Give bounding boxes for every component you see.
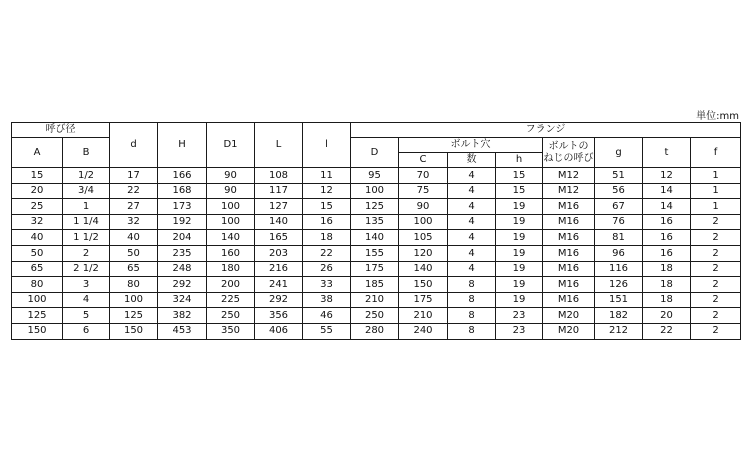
table-cell: 16 [643, 214, 691, 230]
table-cell: 16 [643, 230, 691, 246]
table-cell: 19 [496, 277, 543, 293]
table-cell: 55 [303, 323, 351, 339]
table-cell: 453 [158, 323, 207, 339]
table-cell: 140 [255, 214, 303, 230]
table-cell: 12 [643, 168, 691, 184]
table-cell: 204 [158, 230, 207, 246]
table-cell: 125 [110, 308, 158, 324]
table-cell: 1 [691, 199, 741, 215]
table-cell: M12 [543, 168, 595, 184]
table-cell: 2 [691, 245, 741, 261]
table-cell: M16 [543, 292, 595, 308]
table-cell: 1 [63, 199, 110, 215]
table-cell: 33 [303, 277, 351, 293]
table-cell: M16 [543, 214, 595, 230]
table-cell: 117 [255, 183, 303, 199]
table-header [12, 123, 741, 168]
table-cell: 90 [207, 183, 255, 199]
table-cell: 125 [12, 308, 63, 324]
table-cell: 38 [303, 292, 351, 308]
table-cell: 19 [496, 292, 543, 308]
table-cell: 210 [399, 308, 448, 324]
table-cell: 22 [110, 183, 158, 199]
table-cell: 70 [399, 168, 448, 184]
table-cell: 90 [207, 168, 255, 184]
header-flange: フランジ [351, 123, 741, 138]
table-cell: 8 [448, 323, 496, 339]
table-row [12, 214, 741, 230]
table-cell: 18 [303, 230, 351, 246]
table-cell: 120 [399, 245, 448, 261]
table-cell: 175 [351, 261, 399, 277]
table-row [12, 199, 741, 215]
header-nominal-size: 呼び径 [12, 123, 110, 138]
table-cell: 100 [110, 292, 158, 308]
table-cell: 67 [595, 199, 643, 215]
table-cell: 26 [303, 261, 351, 277]
table-cell: 12 [303, 183, 351, 199]
table-cell: 150 [399, 277, 448, 293]
table-cell: M16 [543, 245, 595, 261]
header-f: f [691, 138, 741, 168]
table-cell: 16 [303, 214, 351, 230]
table-cell: 1 1/4 [63, 214, 110, 230]
table-cell: 2 [691, 292, 741, 308]
table-cell: 8 [448, 292, 496, 308]
table-row [12, 245, 741, 261]
table-cell: 2 [691, 214, 741, 230]
table-row [12, 323, 741, 339]
table-cell: 51 [595, 168, 643, 184]
table-cell: 2 [691, 277, 741, 293]
table-cell: 32 [12, 214, 63, 230]
table-cell: 4 [448, 230, 496, 246]
table-cell: 50 [12, 245, 63, 261]
table-cell: 19 [496, 199, 543, 215]
table-cell: 81 [595, 230, 643, 246]
table-cell: 4 [63, 292, 110, 308]
table-cell: M20 [543, 308, 595, 324]
table-cell: 27 [110, 199, 158, 215]
table-cell: 1 1/2 [63, 230, 110, 246]
table-cell: 1 [691, 183, 741, 199]
header-D: D [351, 138, 399, 168]
table-cell: 155 [351, 245, 399, 261]
table-cell: 80 [12, 277, 63, 293]
table-cell: 356 [255, 308, 303, 324]
table-row [12, 183, 741, 199]
table-cell: 225 [207, 292, 255, 308]
table-cell: 95 [351, 168, 399, 184]
table-cell: 100 [351, 183, 399, 199]
table-cell: 4 [448, 214, 496, 230]
table-cell: 1/2 [63, 168, 110, 184]
table-cell: 19 [496, 230, 543, 246]
table-cell: 16 [643, 245, 691, 261]
table-cell: 5 [63, 308, 110, 324]
table-cell: 235 [158, 245, 207, 261]
header-bolt-nominal-line1: ボルトの [548, 141, 589, 152]
table-cell: 19 [496, 245, 543, 261]
table-cell: 100 [12, 292, 63, 308]
table-cell: 180 [207, 261, 255, 277]
header-bolt-nominal [543, 138, 595, 168]
table-cell: 280 [351, 323, 399, 339]
table-cell: 8 [448, 277, 496, 293]
table-body [12, 168, 741, 340]
table-cell: 17 [110, 168, 158, 184]
table-cell: 2 [691, 230, 741, 246]
table-row [12, 277, 741, 293]
table-cell: 40 [12, 230, 63, 246]
header-d: d [110, 123, 158, 168]
spec-table [11, 122, 741, 340]
table-cell: 150 [12, 323, 63, 339]
table-cell: 127 [255, 199, 303, 215]
header-C: C [399, 153, 448, 168]
table-cell: 140 [351, 230, 399, 246]
header-bolt-nominal-line2: ねじの呼び [543, 152, 594, 164]
table-cell: 105 [399, 230, 448, 246]
header-count: 数 [448, 153, 496, 168]
table-cell: 11 [303, 168, 351, 184]
table-cell: 20 [643, 308, 691, 324]
table-cell: 135 [351, 214, 399, 230]
table-cell: 1 [691, 168, 741, 184]
table-cell: 100 [207, 199, 255, 215]
table-cell: 2 [63, 245, 110, 261]
table-cell: 19 [496, 214, 543, 230]
table-cell: 203 [255, 245, 303, 261]
header-l: l [303, 123, 351, 168]
table-cell: 18 [643, 277, 691, 293]
table-cell: 40 [110, 230, 158, 246]
table-cell: 116 [595, 261, 643, 277]
table-cell: 140 [207, 230, 255, 246]
table-cell: 3/4 [63, 183, 110, 199]
table-cell: 250 [351, 308, 399, 324]
table-cell: 173 [158, 199, 207, 215]
table-cell: 4 [448, 183, 496, 199]
table-cell: 18 [643, 261, 691, 277]
table-cell: 166 [158, 168, 207, 184]
table-cell: 100 [207, 214, 255, 230]
table-cell: 23 [496, 323, 543, 339]
table-cell: 15 [496, 168, 543, 184]
table-cell: 56 [595, 183, 643, 199]
table-cell: 2 [691, 261, 741, 277]
table-row [12, 261, 741, 277]
table-cell: 292 [255, 292, 303, 308]
table-cell: 175 [399, 292, 448, 308]
header-B: B [63, 138, 110, 168]
table-cell: 212 [595, 323, 643, 339]
header-g: g [595, 138, 643, 168]
table-cell: 15 [12, 168, 63, 184]
table-cell: 192 [158, 214, 207, 230]
table-cell: 8 [448, 308, 496, 324]
table-row [12, 308, 741, 324]
table-cell: 76 [595, 214, 643, 230]
table-cell: 140 [399, 261, 448, 277]
table-cell: 292 [158, 277, 207, 293]
header-L: L [255, 123, 303, 168]
table-cell: 4 [448, 199, 496, 215]
header-h: h [496, 153, 543, 168]
table-cell: 14 [643, 199, 691, 215]
header-bolt-hole: ボルト穴 [399, 138, 543, 153]
table-row [12, 168, 741, 184]
table-cell: 65 [12, 261, 63, 277]
table-cell: 2 [691, 308, 741, 324]
table-cell: 32 [110, 214, 158, 230]
table-cell: 168 [158, 183, 207, 199]
table-cell: 19 [496, 261, 543, 277]
table-cell: 18 [643, 292, 691, 308]
table-cell: 250 [207, 308, 255, 324]
table-cell: 90 [399, 199, 448, 215]
table-cell: M12 [543, 183, 595, 199]
table-cell: 248 [158, 261, 207, 277]
table-cell: 324 [158, 292, 207, 308]
table-cell: 3 [63, 277, 110, 293]
table-cell: 4 [448, 168, 496, 184]
header-D1: D1 [207, 123, 255, 168]
table-cell: 151 [595, 292, 643, 308]
table-cell: 210 [351, 292, 399, 308]
table-cell: 125 [351, 199, 399, 215]
table-cell: 6 [63, 323, 110, 339]
table-row [12, 292, 741, 308]
table-cell: 4 [448, 261, 496, 277]
table-cell: 350 [207, 323, 255, 339]
table-cell: M20 [543, 323, 595, 339]
table-cell: M16 [543, 199, 595, 215]
table-cell: 165 [255, 230, 303, 246]
table-cell: 100 [399, 214, 448, 230]
table-cell: 96 [595, 245, 643, 261]
table-cell: 22 [643, 323, 691, 339]
header-A: A [12, 138, 63, 168]
table-cell: 15 [303, 199, 351, 215]
table-cell: 160 [207, 245, 255, 261]
table-cell: 150 [110, 323, 158, 339]
table-cell: M16 [543, 230, 595, 246]
table-cell: 75 [399, 183, 448, 199]
table-cell: 241 [255, 277, 303, 293]
table-cell: 15 [496, 183, 543, 199]
table-cell: 406 [255, 323, 303, 339]
table-cell: 22 [303, 245, 351, 261]
table-cell: 20 [12, 183, 63, 199]
table-cell: 185 [351, 277, 399, 293]
table-cell: 25 [12, 199, 63, 215]
table-cell: 126 [595, 277, 643, 293]
table-cell: 2 1/2 [63, 261, 110, 277]
table-cell: 200 [207, 277, 255, 293]
table-cell: 2 [691, 323, 741, 339]
table-cell: 65 [110, 261, 158, 277]
table-cell: 216 [255, 261, 303, 277]
table-cell: 23 [496, 308, 543, 324]
table-cell: 80 [110, 277, 158, 293]
header-H: H [158, 123, 207, 168]
table-cell: 14 [643, 183, 691, 199]
header-t: t [643, 138, 691, 168]
table-cell: 50 [110, 245, 158, 261]
table-cell: 108 [255, 168, 303, 184]
table-cell: 240 [399, 323, 448, 339]
unit-label: 単位:mm [696, 111, 739, 122]
table-cell: 182 [595, 308, 643, 324]
table-cell: 46 [303, 308, 351, 324]
table-cell: M16 [543, 277, 595, 293]
table-row [12, 230, 741, 246]
table-cell: 4 [448, 245, 496, 261]
table-cell: 382 [158, 308, 207, 324]
table-cell: M16 [543, 261, 595, 277]
